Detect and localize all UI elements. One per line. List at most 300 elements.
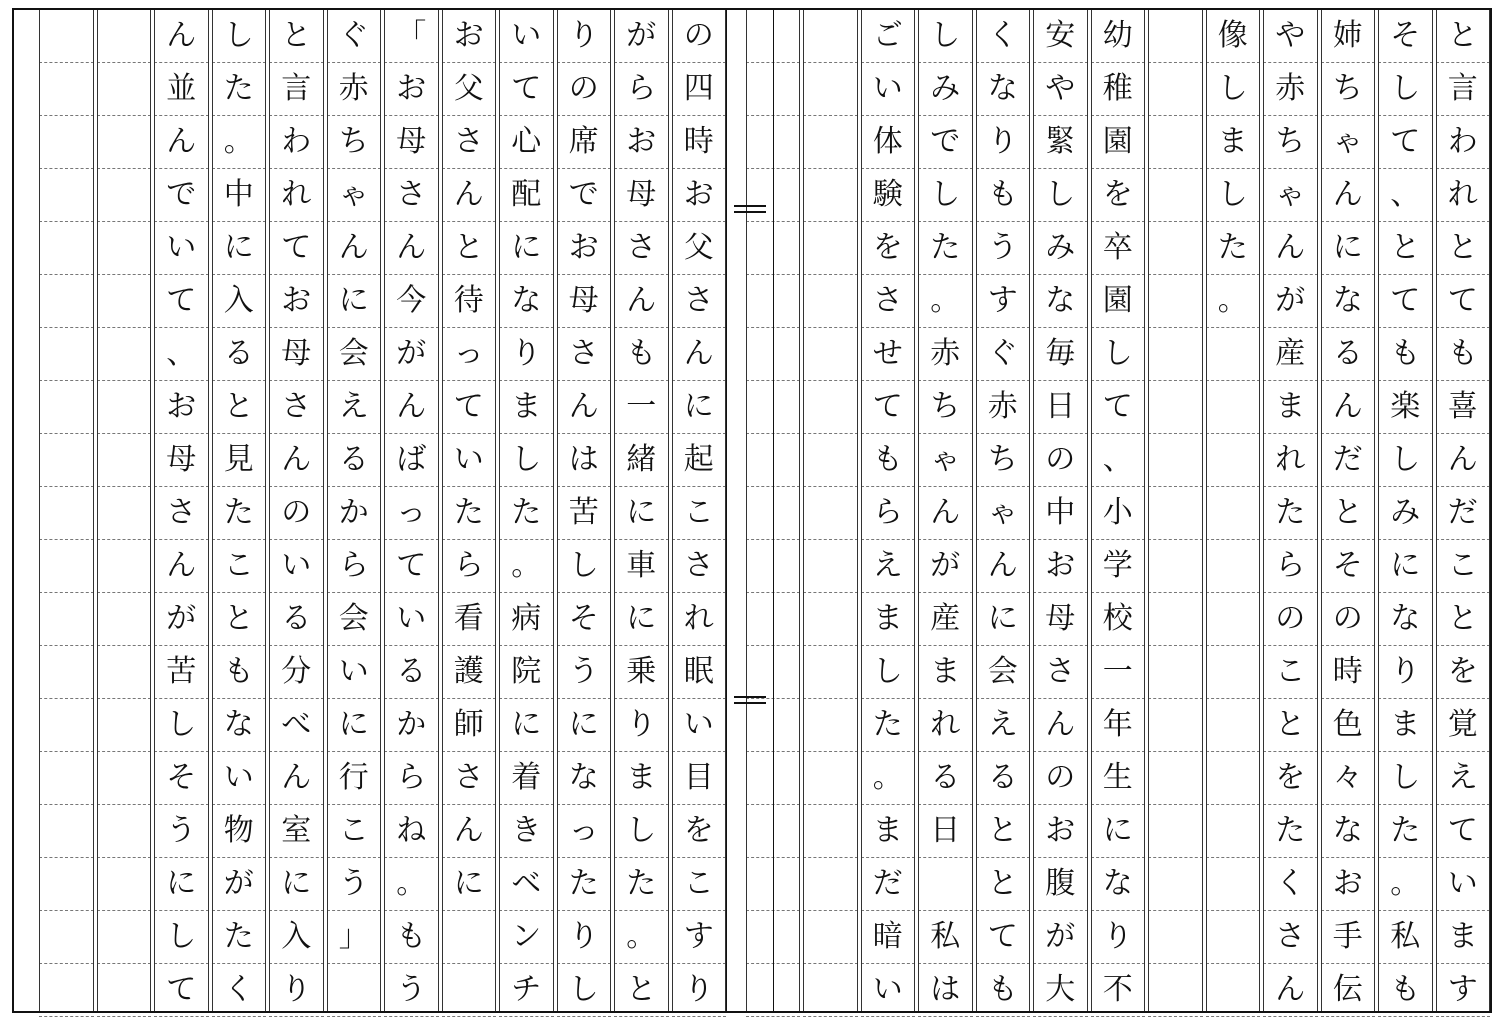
text-cell: 分 xyxy=(269,646,324,699)
text-column xyxy=(672,10,727,1011)
text-cell: い xyxy=(327,646,382,699)
text-cell: が xyxy=(384,328,439,381)
text-cell: し xyxy=(918,169,973,222)
text-cell: と xyxy=(212,381,267,434)
text-column xyxy=(803,10,858,1011)
text-cell: さ xyxy=(154,487,209,540)
text-cell xyxy=(39,699,94,752)
text-cell: 会 xyxy=(327,328,382,381)
text-cell xyxy=(97,116,152,169)
text-cell: 。 xyxy=(1378,858,1433,911)
text-cell xyxy=(39,169,94,222)
text-cell: 見 xyxy=(212,434,267,487)
text-cell: ら xyxy=(1263,540,1318,593)
text-cell: が xyxy=(212,858,267,911)
text-cell: う xyxy=(327,858,382,911)
text-cell xyxy=(1148,434,1203,487)
text-column xyxy=(154,10,209,1011)
text-cell: え xyxy=(976,699,1031,752)
gutter-mark xyxy=(734,696,766,704)
text-cell: わ xyxy=(1436,116,1491,169)
text-cell: り xyxy=(557,911,612,964)
text-cell xyxy=(803,964,858,1017)
text-cell: こ xyxy=(1436,540,1491,593)
text-cell: 産 xyxy=(1263,328,1318,381)
text-cell xyxy=(803,752,858,805)
text-cell: し xyxy=(1378,434,1433,487)
text-cell: ん xyxy=(154,540,209,593)
text-cell: お xyxy=(442,10,497,63)
text-cell: ん xyxy=(614,275,669,328)
text-cell xyxy=(918,858,973,911)
text-cell: に xyxy=(327,275,382,328)
text-cell xyxy=(97,540,152,593)
text-cell: ん xyxy=(154,116,209,169)
text-column xyxy=(442,10,497,1011)
text-cell xyxy=(803,699,858,752)
text-cell: 会 xyxy=(327,593,382,646)
text-cell: に xyxy=(442,858,497,911)
text-cell: 配 xyxy=(499,169,554,222)
text-cell xyxy=(97,911,152,964)
text-cell: い xyxy=(269,540,324,593)
text-cell: る xyxy=(384,646,439,699)
text-cell: 言 xyxy=(1436,63,1491,116)
text-cell: て xyxy=(1378,275,1433,328)
text-cell: さ xyxy=(269,381,324,434)
text-cell: も xyxy=(1378,328,1433,381)
text-cell: 護 xyxy=(442,646,497,699)
text-cell: ん xyxy=(442,169,497,222)
text-cell xyxy=(803,805,858,858)
text-cell: い xyxy=(442,434,497,487)
text-cell: た xyxy=(861,699,916,752)
text-cell: す xyxy=(1436,964,1491,1017)
text-cell: 母 xyxy=(269,328,324,381)
text-cell: の xyxy=(1263,593,1318,646)
text-cell xyxy=(1148,593,1203,646)
text-cell: ん xyxy=(269,434,324,487)
text-cell: 私 xyxy=(1378,911,1433,964)
text-cell: と xyxy=(1436,10,1491,63)
text-cell: 卒 xyxy=(1091,222,1146,275)
text-cell: た xyxy=(442,487,497,540)
text-cell: お xyxy=(269,275,324,328)
text-cell: だ xyxy=(861,858,916,911)
text-cell xyxy=(803,540,858,593)
text-cell: れ xyxy=(269,169,324,222)
text-cell: 父 xyxy=(672,222,727,275)
text-cell: 起 xyxy=(672,434,727,487)
text-cell: 苦 xyxy=(154,646,209,699)
text-cell: 時 xyxy=(1321,646,1376,699)
text-cell: ま xyxy=(499,381,554,434)
text-cell: お xyxy=(1033,805,1088,858)
text-cell: 学 xyxy=(1091,540,1146,593)
text-cell: 々 xyxy=(1321,752,1376,805)
text-cell: 苦 xyxy=(557,487,612,540)
text-cell: チ xyxy=(499,964,554,1017)
text-cell: と xyxy=(442,222,497,275)
text-cell: さ xyxy=(442,752,497,805)
text-cell xyxy=(39,487,94,540)
text-cell xyxy=(1206,381,1261,434)
text-cell: お xyxy=(384,63,439,116)
text-cell: ん xyxy=(672,328,727,381)
text-cell xyxy=(1206,328,1261,381)
text-cell: は xyxy=(918,964,973,1017)
text-cell: の xyxy=(1321,593,1376,646)
text-cell: れ xyxy=(1436,169,1491,222)
text-cell: な xyxy=(1091,858,1146,911)
text-cell: て xyxy=(1091,381,1146,434)
text-column xyxy=(918,10,973,1011)
text-cell: ら xyxy=(614,63,669,116)
text-cell: 。 xyxy=(384,858,439,911)
text-cell xyxy=(39,434,94,487)
text-cell: 手 xyxy=(1321,911,1376,964)
text-cell: を xyxy=(1091,169,1146,222)
text-cell: と xyxy=(269,10,324,63)
text-cell xyxy=(1148,222,1203,275)
text-cell: と xyxy=(976,805,1031,858)
text-cell: う xyxy=(557,646,612,699)
text-cell xyxy=(803,63,858,116)
text-cell: だ xyxy=(1436,487,1491,540)
text-cell: え xyxy=(327,381,382,434)
text-cell: は xyxy=(557,434,612,487)
text-cell xyxy=(97,646,152,699)
text-cell: と xyxy=(1378,222,1433,275)
text-cell: ば xyxy=(384,434,439,487)
text-cell: え xyxy=(1436,752,1491,805)
text-cell: 一 xyxy=(1091,646,1146,699)
text-cell: い xyxy=(499,10,554,63)
text-cell: ベ xyxy=(499,858,554,911)
text-cell: 生 xyxy=(1091,752,1146,805)
text-cell: ら xyxy=(327,540,382,593)
text-cell: を xyxy=(1263,752,1318,805)
text-cell: 校 xyxy=(1091,593,1146,646)
text-column xyxy=(1436,10,1491,1011)
text-cell xyxy=(39,911,94,964)
text-cell xyxy=(1148,116,1203,169)
text-cell: 物 xyxy=(212,805,267,858)
text-cell: 一 xyxy=(614,381,669,434)
text-cell: 幼 xyxy=(1091,10,1146,63)
text-cell: く xyxy=(1263,858,1318,911)
text-cell: に xyxy=(154,858,209,911)
text-cell: し xyxy=(212,10,267,63)
text-cell: ち xyxy=(327,116,382,169)
text-cell: た xyxy=(557,858,612,911)
text-cell: 。 xyxy=(212,116,267,169)
text-cell xyxy=(1206,434,1261,487)
text-cell: う xyxy=(384,964,439,1017)
text-cell: し xyxy=(1206,63,1261,116)
text-cell: 園 xyxy=(1091,116,1146,169)
text-cell: ん xyxy=(557,381,612,434)
text-cell: 私 xyxy=(918,911,973,964)
text-cell xyxy=(39,10,94,63)
text-cell: し xyxy=(1206,169,1261,222)
text-cell: と xyxy=(976,858,1031,911)
right-page xyxy=(730,10,1490,1011)
text-cell: 暗 xyxy=(861,911,916,964)
text-cell: も xyxy=(1436,328,1491,381)
text-cell: そ xyxy=(557,593,612,646)
text-cell xyxy=(97,381,152,434)
text-cell xyxy=(803,911,858,964)
text-cell xyxy=(803,858,858,911)
text-cell: 色 xyxy=(1321,699,1376,752)
text-cell xyxy=(97,593,152,646)
text-cell xyxy=(1148,752,1203,805)
text-cell: こ xyxy=(327,805,382,858)
left-page xyxy=(14,10,726,1011)
text-cell: や xyxy=(1033,63,1088,116)
text-cell: 日 xyxy=(918,805,973,858)
text-cell: 、 xyxy=(1091,434,1146,487)
text-cell: な xyxy=(1321,805,1376,858)
text-column xyxy=(861,10,916,1011)
text-cell xyxy=(1148,699,1203,752)
text-cell xyxy=(803,381,858,434)
text-cell xyxy=(803,222,858,275)
text-cell: み xyxy=(1033,222,1088,275)
text-column xyxy=(327,10,382,1011)
text-cell xyxy=(1148,646,1203,699)
text-column xyxy=(1033,10,1088,1011)
text-cell xyxy=(39,805,94,858)
text-cell xyxy=(803,116,858,169)
text-cell: に xyxy=(212,222,267,275)
text-cell: し xyxy=(1091,328,1146,381)
text-cell xyxy=(803,434,858,487)
text-cell: し xyxy=(861,646,916,699)
text-cell xyxy=(97,964,152,1017)
text-cell: ゃ xyxy=(327,169,382,222)
text-cell xyxy=(1206,911,1261,964)
text-cell xyxy=(803,328,858,381)
text-cell: お xyxy=(154,381,209,434)
text-cell: ぐ xyxy=(976,328,1031,381)
text-cell xyxy=(1148,964,1203,1017)
text-cell: り xyxy=(557,10,612,63)
text-cell: し xyxy=(154,911,209,964)
text-cell: 不 xyxy=(1091,964,1146,1017)
text-cell xyxy=(1206,593,1261,646)
text-cell: 時 xyxy=(672,116,727,169)
text-cell: い xyxy=(154,222,209,275)
text-cell xyxy=(803,646,858,699)
text-cell: 「 xyxy=(384,10,439,63)
text-cell: と xyxy=(1436,593,1491,646)
text-cell: る xyxy=(918,752,973,805)
text-cell: り xyxy=(672,964,727,1017)
text-cell: 車 xyxy=(614,540,669,593)
text-cell: 体 xyxy=(861,116,916,169)
text-cell: て xyxy=(384,540,439,593)
text-cell: を xyxy=(1436,646,1491,699)
text-column xyxy=(499,10,554,1011)
text-cell: り xyxy=(499,328,554,381)
text-cell: い xyxy=(384,593,439,646)
text-cell xyxy=(803,593,858,646)
text-cell: な xyxy=(557,752,612,805)
text-cell xyxy=(1206,805,1261,858)
text-cell: 。 xyxy=(614,911,669,964)
text-cell: ち xyxy=(976,434,1031,487)
text-cell: た xyxy=(212,487,267,540)
text-cell: さ xyxy=(557,328,612,381)
text-cell: ご xyxy=(861,10,916,63)
text-cell: こ xyxy=(672,858,727,911)
text-cell: の xyxy=(1033,752,1088,805)
text-cell: 院 xyxy=(499,646,554,699)
text-cell: に xyxy=(1321,222,1376,275)
text-cell: た xyxy=(1378,805,1433,858)
text-cell: 楽 xyxy=(1378,381,1433,434)
text-cell: で xyxy=(154,169,209,222)
text-cell xyxy=(803,275,858,328)
text-cell: お xyxy=(557,222,612,275)
text-cell xyxy=(97,275,152,328)
text-cell: し xyxy=(918,10,973,63)
text-cell: さ xyxy=(614,222,669,275)
text-cell: ん xyxy=(918,487,973,540)
text-cell: ゃ xyxy=(1263,169,1318,222)
text-cell: た xyxy=(1206,222,1261,275)
text-cell: ま xyxy=(614,752,669,805)
text-cell xyxy=(1206,540,1261,593)
manuscript-paper xyxy=(12,8,1492,1013)
text-cell: も xyxy=(861,434,916,487)
text-cell: て xyxy=(269,222,324,275)
text-cell: ん xyxy=(154,10,209,63)
text-cell: に xyxy=(499,699,554,752)
text-cell: と xyxy=(614,964,669,1017)
text-cell xyxy=(1148,10,1203,63)
text-cell: ち xyxy=(1263,116,1318,169)
text-cell: に xyxy=(672,381,727,434)
text-cell xyxy=(97,63,152,116)
text-cell: 師 xyxy=(442,699,497,752)
text-cell xyxy=(97,487,152,540)
text-cell: っ xyxy=(442,328,497,381)
text-cell: い xyxy=(861,964,916,1017)
text-cell xyxy=(39,752,94,805)
text-cell xyxy=(97,169,152,222)
text-cell: て xyxy=(861,381,916,434)
text-cell: な xyxy=(976,63,1031,116)
text-cell: し xyxy=(1033,169,1088,222)
text-cell: 席 xyxy=(557,116,612,169)
text-cell: 看 xyxy=(442,593,497,646)
text-cell xyxy=(1148,63,1203,116)
text-cell: ね xyxy=(384,805,439,858)
text-cell: た xyxy=(499,487,554,540)
text-cell xyxy=(803,10,858,63)
text-column xyxy=(557,10,612,1011)
text-cell: 園 xyxy=(1091,275,1146,328)
text-cell: 姉 xyxy=(1321,10,1376,63)
text-cell: を xyxy=(672,805,727,858)
text-cell: 母 xyxy=(384,116,439,169)
text-cell: の xyxy=(672,10,727,63)
text-column xyxy=(269,10,324,1011)
text-cell: っ xyxy=(384,487,439,540)
text-cell xyxy=(97,328,152,381)
text-cell: 伝 xyxy=(1321,964,1376,1017)
text-cell xyxy=(39,116,94,169)
text-cell: な xyxy=(1378,593,1433,646)
text-cell: ゃ xyxy=(1321,116,1376,169)
text-cell: や xyxy=(1263,10,1318,63)
text-cell: ん xyxy=(269,752,324,805)
text-cell: ン xyxy=(499,911,554,964)
text-cell: 心 xyxy=(499,116,554,169)
text-cell: し xyxy=(154,699,209,752)
text-cell: も xyxy=(212,646,267,699)
text-cell: ま xyxy=(1206,116,1261,169)
text-cell: お xyxy=(672,169,727,222)
text-cell: 乗 xyxy=(614,646,669,699)
text-cell: 。 xyxy=(499,540,554,593)
text-cell: 毎 xyxy=(1033,328,1088,381)
text-cell: に xyxy=(976,593,1031,646)
text-cell: し xyxy=(557,540,612,593)
text-cell: お xyxy=(614,116,669,169)
text-cell: さ xyxy=(384,169,439,222)
text-cell xyxy=(1206,699,1261,752)
text-cell: す xyxy=(976,275,1031,328)
text-cell: で xyxy=(918,116,973,169)
text-cell: と xyxy=(1263,699,1318,752)
text-cell xyxy=(442,911,497,964)
text-cell xyxy=(1148,487,1203,540)
text-column xyxy=(1321,10,1376,1011)
text-cell: そ xyxy=(1321,540,1376,593)
text-cell: た xyxy=(918,222,973,275)
text-cell xyxy=(39,381,94,434)
text-cell: ら xyxy=(384,752,439,805)
text-cell xyxy=(97,752,152,805)
text-cell xyxy=(39,593,94,646)
text-cell: り xyxy=(614,699,669,752)
text-cell xyxy=(97,699,152,752)
text-cell: て xyxy=(1378,116,1433,169)
text-cell: ま xyxy=(918,646,973,699)
text-cell: 像 xyxy=(1206,10,1261,63)
text-cell: る xyxy=(1321,328,1376,381)
text-cell: り xyxy=(1378,646,1433,699)
text-cell: ま xyxy=(1378,699,1433,752)
text-cell: 着 xyxy=(499,752,554,805)
text-cell: 覚 xyxy=(1436,699,1491,752)
text-cell: 母 xyxy=(614,169,669,222)
text-cell: い xyxy=(1436,858,1491,911)
text-cell: 待 xyxy=(442,275,497,328)
text-cell xyxy=(1206,646,1261,699)
text-cell: て xyxy=(154,275,209,328)
text-cell xyxy=(1148,858,1203,911)
text-cell: に xyxy=(499,222,554,275)
text-cell: ん xyxy=(1436,434,1491,487)
text-cell: 、 xyxy=(154,328,209,381)
text-cell: す xyxy=(672,911,727,964)
text-cell: の xyxy=(1033,434,1088,487)
